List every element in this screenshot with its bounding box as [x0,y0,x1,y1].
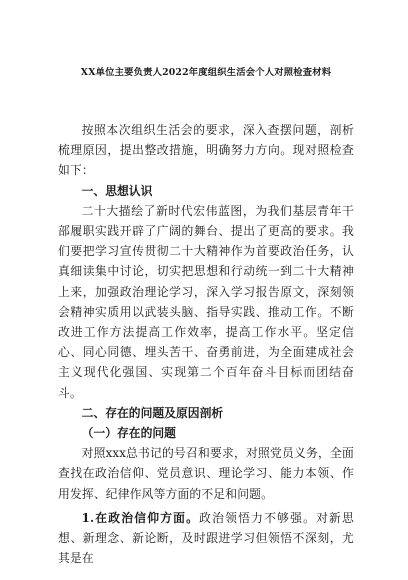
problem-item-1-text: 政治领悟力不够强。对新思想、新理念、新论断，及时跟进学习但领悟不深刻，尤其是在 [58,510,354,566]
section-body-thinking: 二十大描绘了新时代宏伟蓝图，为我们基层青年干部履职实践开辟了广阔的舞台、提出了更高的要求。我们要把学习宣传贯彻二十大精神作为首要政治任务，认真细读集中讨论，切实把思想和行动统一到二十大精神上来，加强政治理论学习，深入学习报告原文，深刻领会精神实质用以武装头脑、指导实践、推动工作。不断改进工作方法提高工作效率，提高工作水平。坚定信心、同心同德、埋头苦干、奋勇前进，为全面建成社会主义现代化强国、实现第二个百年奋斗目标而团结奋斗。 [58,203,354,400]
section-body-problems: 对照xxx总书记的号召和要求，对照党员义务，全面查找在政治信仰、党员意识、理论学习、能力本领、作用发挥、纪律作风等方面的不足和问题。 [58,446,354,501]
section-heading-thinking: 一、思想认识 [81,183,153,198]
subsection-heading-existing-problems: （一）存在的问题 [81,426,176,441]
problem-item-1-label: 1.在政治信仰方面。 [81,510,200,525]
section-heading-problems: 二、存在的问题及原因剖析 [81,405,224,420]
document-title: XX单位主要负责人2022年度组织生活会个人对照检查材料 [80,67,332,78]
intro-paragraph: 按照本次组织生活会的要求，深入查摆问题，剖析梳理原因，提出整改措施，明确努力方向。现对照检查如下： [58,123,354,178]
problem-item-1 [58,508,354,569]
